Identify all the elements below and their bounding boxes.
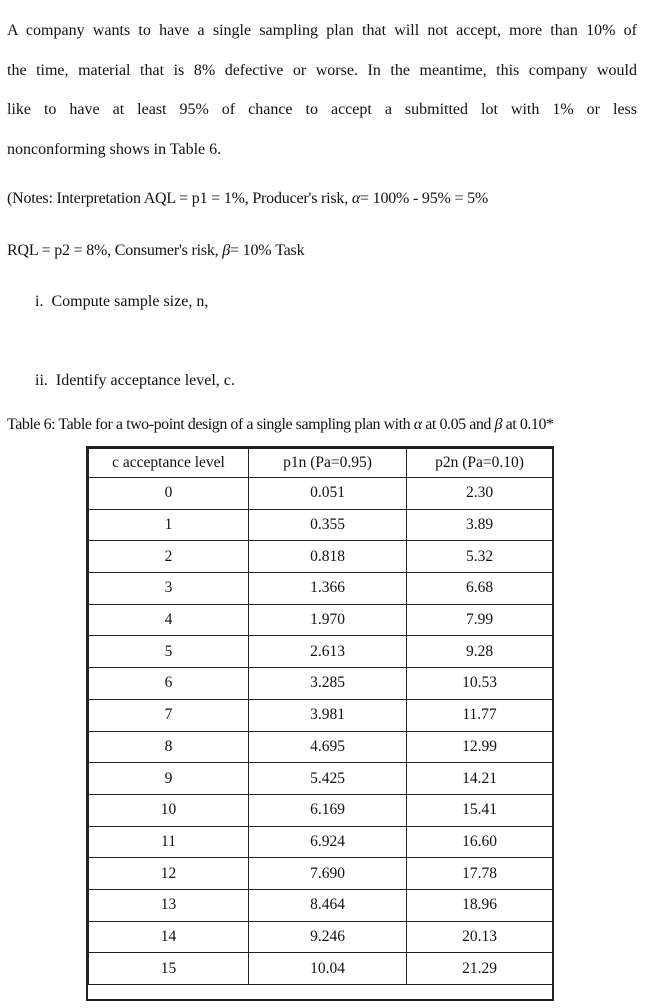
cell-p1n-value: 6.169 — [249, 794, 407, 826]
cell-p1n-value: 1.366 — [249, 573, 407, 605]
cell-c-value: 11 — [89, 826, 249, 858]
cell-p2n-value: 5.32 — [407, 541, 553, 573]
cell-p2n-value: 18.96 — [407, 889, 553, 921]
alpha-symbol: α — [351, 190, 361, 207]
cell-c-value: 13 — [89, 889, 249, 921]
table-header-row — [89, 449, 553, 478]
table-row — [89, 509, 553, 541]
cell-p1n-value: 1.970 — [249, 604, 407, 636]
table-row — [89, 573, 553, 605]
caption-mid-text: at 0.05 and — [421, 416, 495, 433]
cell-p1n-value: 8.464 — [249, 889, 407, 921]
table-row — [89, 826, 553, 858]
cell-p1n-value: 3.285 — [249, 668, 407, 700]
cell-p2n-value: 15.41 — [407, 794, 553, 826]
caption-text: Table 6: Table for a two-point design of a single sampling plan with — [7, 416, 414, 433]
notes-beta-value: = 10% Task — [230, 242, 305, 259]
cell-c-value: 14 — [89, 921, 249, 953]
cell-p1n-value: 5.425 — [249, 763, 407, 795]
table-row — [89, 953, 553, 985]
cell-p2n-value: 17.78 — [407, 858, 553, 890]
table-row — [89, 541, 553, 573]
sampling-plan-table — [88, 448, 553, 985]
table-row — [89, 699, 553, 731]
cell-p1n-value: 4.695 — [249, 731, 407, 763]
cell-p1n-value: 0.818 — [249, 541, 407, 573]
cell-p2n-value: 10.53 — [407, 668, 553, 700]
cell-p1n-value: 0.051 — [249, 478, 407, 510]
cell-p1n-value: 10.04 — [249, 953, 407, 985]
notes-aql-text: (Notes: Interpretation AQL = p1 = 1%, Producer's risk, — [7, 190, 352, 207]
cell-c-value: 7 — [89, 699, 249, 731]
cell-p1n-value: 7.690 — [249, 858, 407, 890]
table-row — [89, 604, 553, 636]
table-row — [89, 921, 553, 953]
caption-alpha-symbol: α — [413, 416, 422, 433]
header-c-acceptance-level: c acceptance level — [89, 449, 249, 478]
table-body — [89, 478, 553, 985]
cell-p1n-value: 6.924 — [249, 826, 407, 858]
notes-alpha-value: = 100% - 95% = 5% — [360, 190, 488, 207]
task-item-2 — [35, 372, 235, 390]
table-row — [89, 478, 553, 510]
cell-c-value: 4 — [89, 604, 249, 636]
cell-c-value: 1 — [89, 509, 249, 541]
table-row — [89, 731, 553, 763]
task-marker: i. — [35, 293, 44, 310]
cell-c-value: 15 — [89, 953, 249, 985]
task-text: Compute sample size, n, — [51, 293, 209, 310]
problem-line: the time, material that is 8% defective or worse. In the meantime, this company would — [7, 61, 637, 79]
cell-p2n-value: 7.99 — [407, 604, 553, 636]
cell-c-value: 8 — [89, 731, 249, 763]
task-text: Identify acceptance level, c. — [55, 372, 235, 389]
cell-p2n-value: 3.89 — [407, 509, 553, 541]
cell-p1n-value: 3.981 — [249, 699, 407, 731]
cell-c-value: 9 — [89, 763, 249, 795]
problem-statement — [7, 11, 637, 169]
table-row — [89, 794, 553, 826]
cell-p2n-value: 6.68 — [407, 573, 553, 605]
cell-p1n-value: 9.246 — [249, 921, 407, 953]
header-p1n: p1n (Pa=0.95) — [249, 449, 407, 478]
cell-c-value: 5 — [89, 636, 249, 668]
cell-p2n-value: 21.29 — [407, 953, 553, 985]
problem-line: nonconforming shows in Table 6. — [7, 140, 222, 158]
problem-line: A company wants to have a single sampling plan that will not accept, more than 10% of — [7, 22, 637, 39]
cell-c-value: 2 — [89, 541, 249, 573]
cell-p2n-value: 9.28 — [407, 636, 553, 668]
cell-c-value: 0 — [89, 478, 249, 510]
cell-p2n-value: 2.30 — [407, 478, 553, 510]
notes-line-2 — [7, 242, 304, 260]
table-caption — [7, 416, 554, 434]
cell-p2n-value: 12.99 — [407, 731, 553, 763]
cell-c-value: 12 — [89, 858, 249, 890]
notes-rql-text: RQL = p2 = 8%, Consumer's risk, — [7, 242, 223, 259]
cell-p2n-value: 11.77 — [407, 699, 553, 731]
task-item-1 — [35, 293, 208, 311]
table-row — [89, 636, 553, 668]
caption-suffix-text: at 0.10* — [502, 416, 554, 433]
notes-line-1 — [7, 190, 488, 208]
table-row — [89, 858, 553, 890]
cell-p2n-value: 14.21 — [407, 763, 553, 795]
beta-symbol: β — [222, 242, 231, 259]
cell-p2n-value: 16.60 — [407, 826, 553, 858]
cell-c-value: 3 — [89, 573, 249, 605]
cell-p1n-value: 2.613 — [249, 636, 407, 668]
cell-p2n-value: 20.13 — [407, 921, 553, 953]
cell-p1n-value: 0.355 — [249, 509, 407, 541]
table-row — [89, 763, 553, 795]
task-marker: ii. — [35, 372, 48, 389]
table-row — [89, 668, 553, 700]
problem-line: like to have at least 95% of chance to accept a submitted lot with 1% or less — [7, 101, 637, 118]
header-p2n: p2n (Pa=0.10) — [407, 449, 553, 478]
table-row — [89, 889, 553, 921]
caption-beta-symbol: β — [494, 416, 503, 433]
cell-c-value: 6 — [89, 668, 249, 700]
cell-c-value: 10 — [89, 794, 249, 826]
